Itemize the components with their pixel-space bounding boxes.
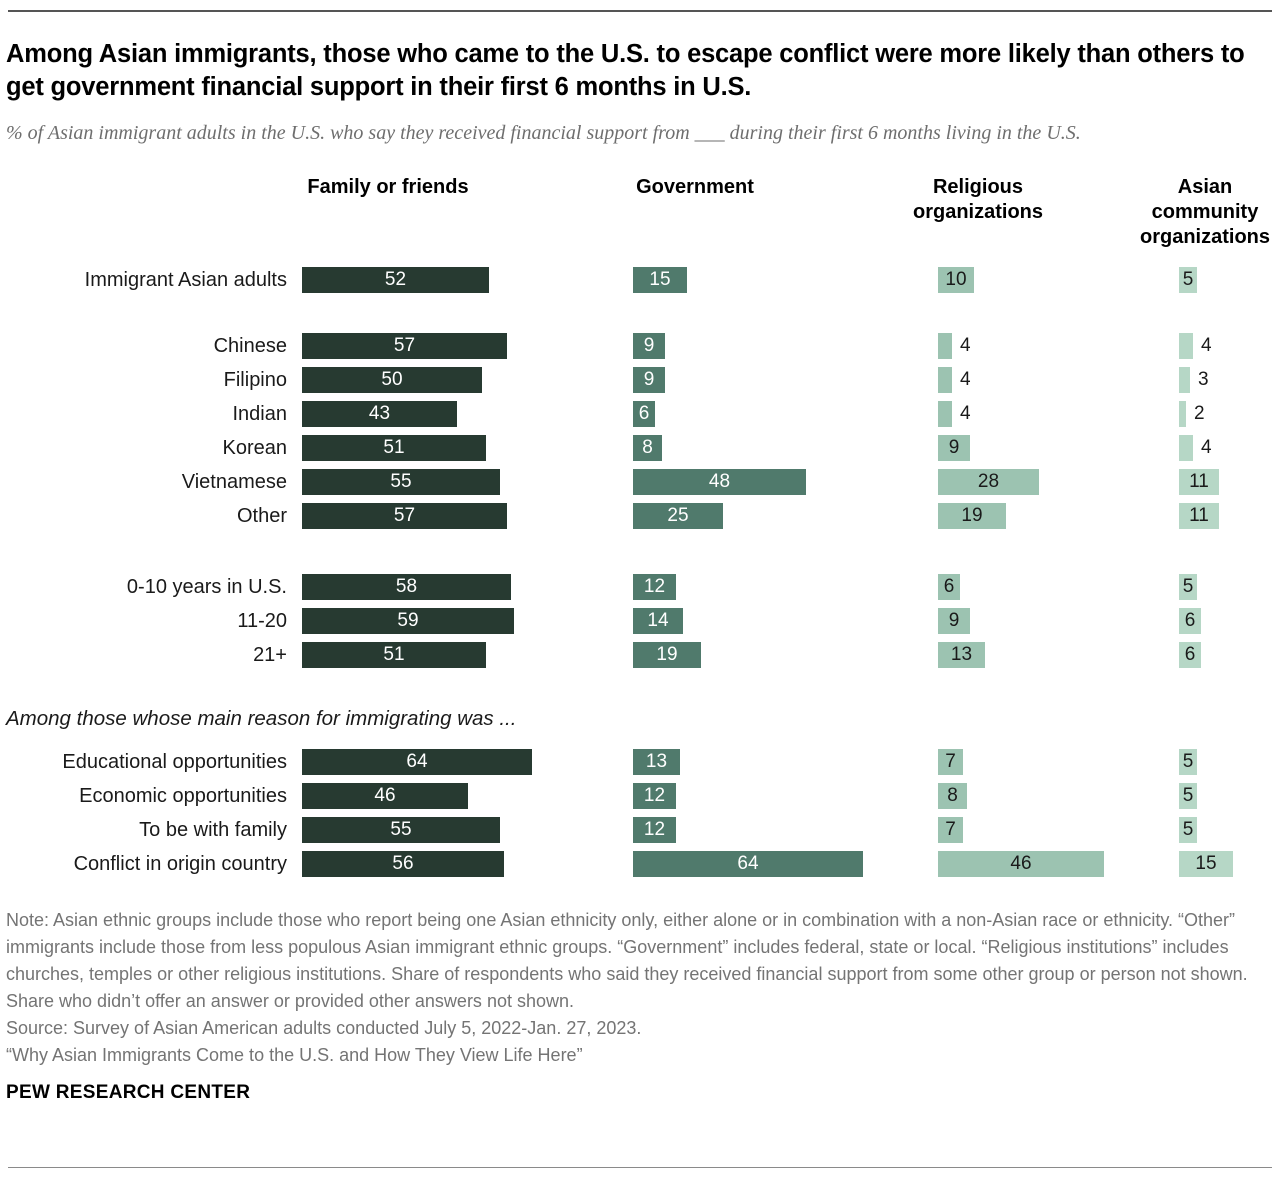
bar-col2: 9 — [633, 333, 665, 359]
row-label: Educational opportunities — [62, 751, 287, 774]
bar-col2: 13 — [633, 749, 680, 775]
bar-col1: 51 — [302, 435, 486, 461]
row-label: 11-20 — [237, 610, 287, 633]
chart-row — [0, 329, 1280, 363]
bar-col4: 5 — [1179, 574, 1197, 600]
bar-col1: 55 — [302, 469, 500, 495]
bar-col2: 12 — [633, 783, 676, 809]
bar-col1: 55 — [302, 817, 500, 843]
chart-row — [0, 779, 1280, 813]
chart-row — [0, 363, 1280, 397]
bar-value-label: 4 — [960, 369, 971, 391]
column-header-2: Government — [636, 176, 754, 199]
bar-value-label: 2 — [1194, 403, 1205, 425]
bar-col2: 19 — [633, 642, 701, 668]
bar-col4 — [1179, 435, 1193, 461]
row-label: Other — [236, 505, 287, 528]
chart-row — [0, 431, 1280, 465]
chart-row — [0, 397, 1280, 431]
chart-row — [0, 813, 1280, 847]
row-group-4 — [0, 745, 1280, 881]
group-spacer — [0, 297, 1280, 329]
bar-col1: 59 — [302, 608, 514, 634]
bar-col2: 25 — [633, 503, 723, 529]
bar-col3: 8 — [938, 783, 967, 809]
row-label: Immigrant Asian adults — [84, 269, 287, 292]
bar-col2: 6 — [633, 401, 655, 427]
bar-col3: 9 — [938, 608, 970, 634]
bottom-rule — [8, 1167, 1272, 1169]
column-header-1: Family or friends — [307, 176, 469, 199]
bar-value-label: 4 — [960, 403, 971, 425]
chart-row — [0, 499, 1280, 533]
bar-col4: 15 — [1179, 851, 1233, 877]
bar-col3: 13 — [938, 642, 985, 668]
bar-col3: 7 — [938, 749, 963, 775]
bar-col2: 12 — [633, 574, 676, 600]
chart-row — [0, 263, 1280, 297]
bar-col2: 9 — [633, 367, 665, 393]
bar-col1: 57 — [302, 333, 507, 359]
chart-title: Among Asian immigrants, those who came to the U.S. to escape conflict were more likely than others to get government financial support in their first 6 months in U.S. — [6, 40, 1245, 102]
bar-col2: 8 — [633, 435, 662, 461]
row-group-3 — [0, 570, 1280, 672]
bar-value-label: 3 — [1198, 369, 1209, 391]
bar-col3: 46 — [938, 851, 1104, 877]
row-label: Conflict in origin country — [73, 853, 287, 876]
column-header-3: Religious organizations — [912, 176, 1043, 224]
bar-col4 — [1179, 333, 1193, 359]
row-label: 0-10 years in U.S. — [126, 576, 287, 599]
bar-col4: 5 — [1179, 817, 1197, 843]
bar-col4: 6 — [1179, 608, 1201, 634]
bar-col2: 12 — [633, 817, 676, 843]
bar-col3 — [938, 367, 952, 393]
bar-col3: 28 — [938, 469, 1039, 495]
bar-col2: 48 — [633, 469, 806, 495]
row-group-2 — [0, 329, 1280, 533]
report-title: “Why Asian Immigrants Come to the U.S. and How They View Life Here” — [6, 1045, 583, 1066]
bar-col1: 56 — [302, 851, 504, 877]
bar-col1: 58 — [302, 574, 511, 600]
bar-col1: 57 — [302, 503, 507, 529]
row-label: To be with family — [139, 819, 287, 842]
bar-col4: 5 — [1179, 783, 1197, 809]
bar-chart — [0, 175, 1280, 881]
bar-value-label: 4 — [1201, 437, 1212, 459]
bar-col1: 50 — [302, 367, 482, 393]
bar-col1: 46 — [302, 783, 468, 809]
bar-col4 — [1179, 401, 1186, 427]
bar-value-label: 4 — [1201, 335, 1212, 357]
chart-row — [0, 638, 1280, 672]
column-header-4: Asian community organizations — [1139, 176, 1270, 249]
chart-subtitle: % of Asian immigrant adults in the U.S. who say they received financial support from ___ during their first 6 months living in the U.S. — [6, 122, 1081, 145]
row-label: Filipino — [223, 369, 287, 392]
brand-wordmark: PEW RESEARCH CENTER — [6, 1082, 251, 1104]
chart-row — [0, 847, 1280, 881]
bar-col3: 10 — [938, 267, 974, 293]
bar-col4: 6 — [1179, 642, 1201, 668]
row-group-1 — [0, 263, 1280, 297]
bar-col3: 19 — [938, 503, 1006, 529]
bar-col3: 7 — [938, 817, 963, 843]
bar-col4 — [1179, 367, 1190, 393]
bar-col4: 5 — [1179, 749, 1197, 775]
bar-col3: 9 — [938, 435, 970, 461]
row-label: Indian — [232, 403, 287, 426]
bar-value-label: 4 — [960, 335, 971, 357]
row-label: Korean — [222, 437, 287, 460]
bar-col2: 15 — [633, 267, 687, 293]
bar-col1: 52 — [302, 267, 489, 293]
group-heading: Among those whose main reason for immigrating was ... — [6, 707, 517, 731]
chart-row — [0, 570, 1280, 604]
bar-col4: 11 — [1179, 503, 1219, 529]
row-label: Chinese — [213, 335, 287, 358]
bar-col3 — [938, 401, 952, 427]
group-spacer — [0, 533, 1280, 570]
bar-col2: 14 — [633, 608, 683, 634]
bar-col1: 43 — [302, 401, 457, 427]
row-label: Vietnamese — [181, 471, 287, 494]
bar-col4: 11 — [1179, 469, 1219, 495]
chart-body — [0, 263, 1280, 881]
top-rule — [8, 10, 1272, 12]
chart-row — [0, 604, 1280, 638]
row-label: 21+ — [253, 644, 287, 667]
bar-col2: 64 — [633, 851, 863, 877]
chart-row — [0, 745, 1280, 779]
bar-col3 — [938, 333, 952, 359]
chart-source: Source: Survey of Asian American adults conducted July 5, 2022-Jan. 27, 2023. — [6, 1018, 642, 1039]
bar-col1: 51 — [302, 642, 486, 668]
bar-col4: 5 — [1179, 267, 1197, 293]
chart-row — [0, 465, 1280, 499]
column-headers — [0, 175, 1280, 263]
row-label: Economic opportunities — [79, 785, 287, 808]
bar-col3: 6 — [938, 574, 960, 600]
bar-col1: 64 — [302, 749, 532, 775]
chart-note: Note: Asian ethnic groups include those who report being one Asian ethnicity only, either alone or in combination with a non-Asian race or ethnicity. “Other” immigrants include those from less populous Asian immigrant ethnic groups. “Government” includes federal, state or local. “Religious institutions” includes churches, temples or other religious institutions. Share of respondents who said they received financial support from some other group or person not shown. Share who didn’t offer an answer or provided other answers not shown. — [6, 910, 1248, 1012]
